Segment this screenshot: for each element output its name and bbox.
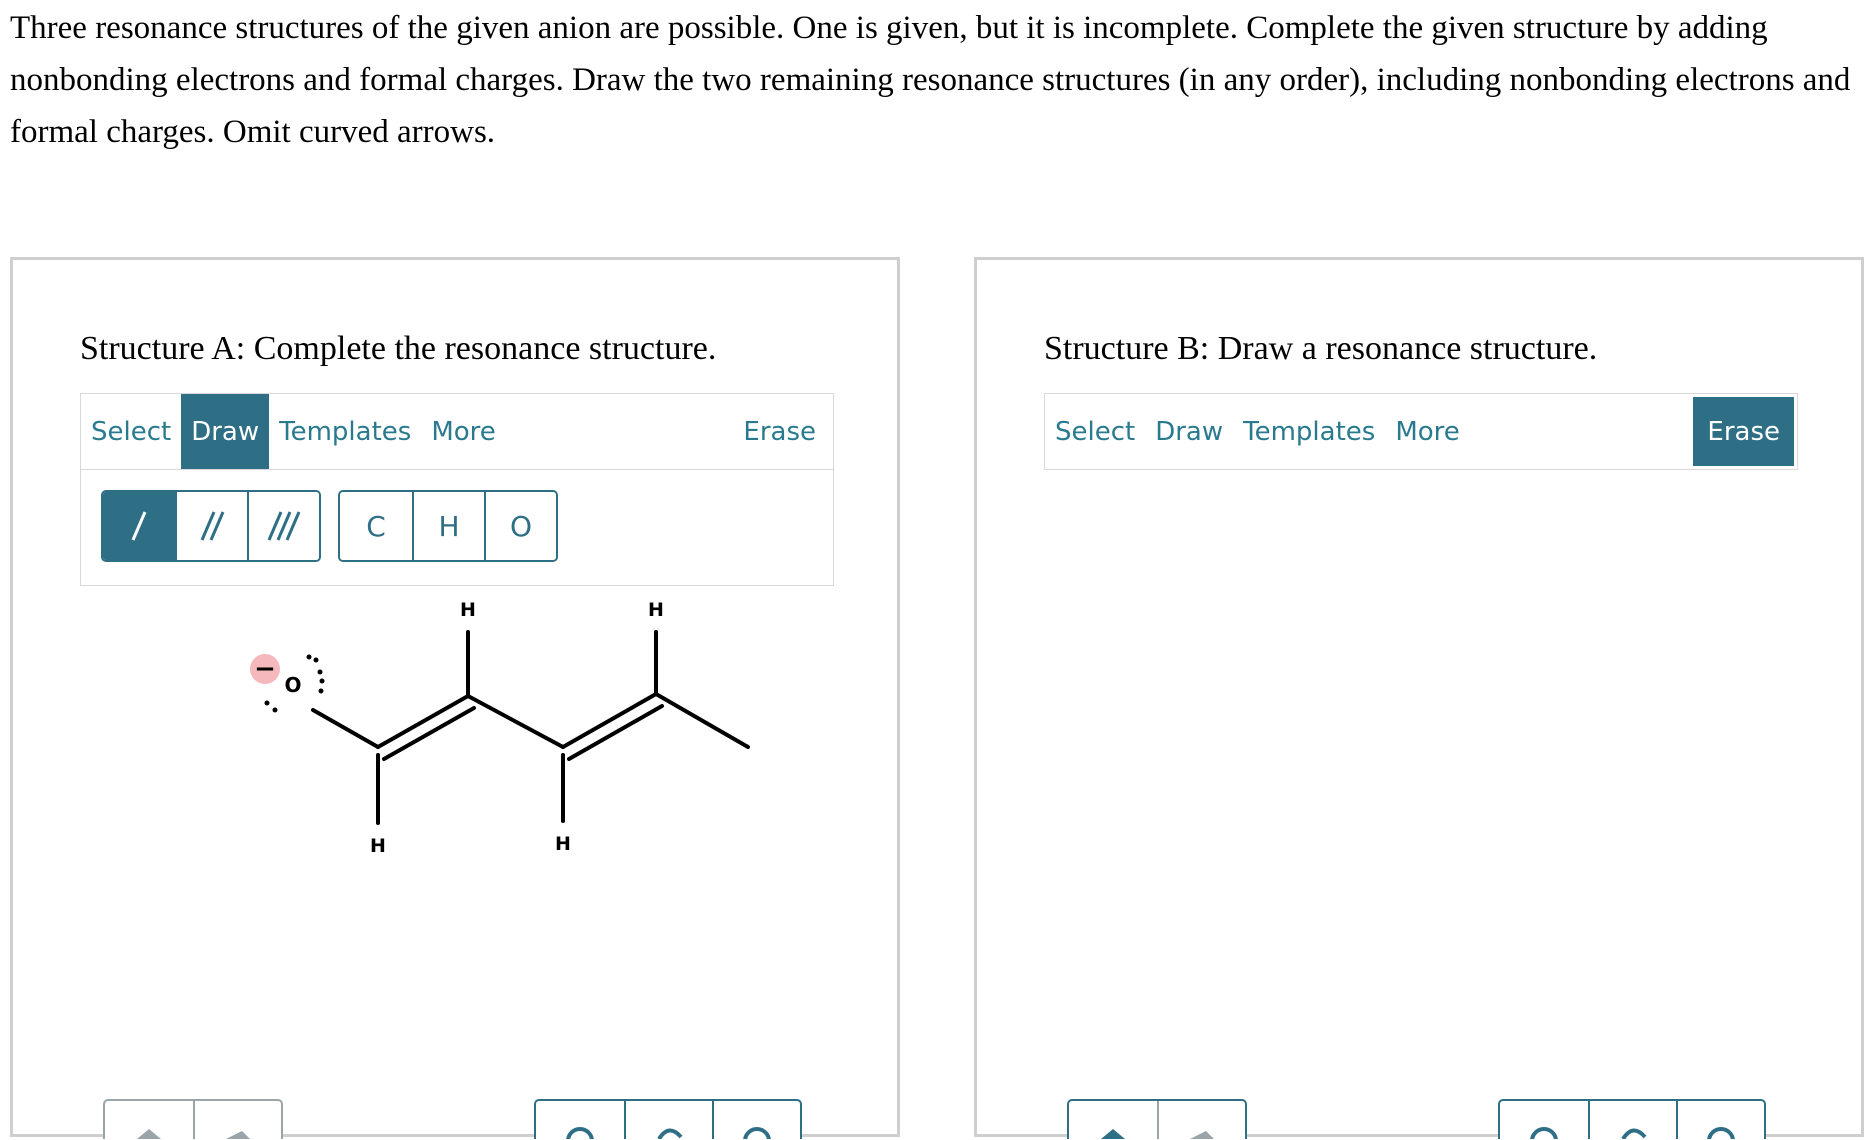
- hydrogen-atom-button[interactable]: H: [412, 492, 484, 560]
- rotate-right-button[interactable]: [1676, 1101, 1764, 1139]
- redo-arrow-icon: [1182, 1121, 1222, 1139]
- structure-b-view-controls: [1498, 1099, 1766, 1139]
- more-tab[interactable]: More: [431, 416, 496, 447]
- rotate-right-button[interactable]: [712, 1101, 800, 1139]
- undo-button[interactable]: [1069, 1101, 1157, 1139]
- redo-button[interactable]: [1157, 1101, 1245, 1139]
- structure-a-canvas[interactable]: [13, 260, 903, 1140]
- oxygen-atom-label[interactable]: O: [284, 673, 302, 697]
- structure-a-title: Structure A: Complete the resonance structure.: [80, 330, 717, 367]
- bond-c1-c2-b[interactable]: [384, 708, 474, 759]
- zoom-button[interactable]: [536, 1101, 624, 1139]
- hydrogen-label[interactable]: H: [648, 599, 664, 621]
- structure-b-toolbar: [1044, 393, 1798, 470]
- formal-charge-sign: −: [254, 654, 276, 684]
- structure-a-view-controls: [534, 1099, 802, 1139]
- oxygen-atom-button[interactable]: O: [484, 492, 556, 560]
- structure-a-history-controls: [103, 1099, 283, 1139]
- bond-c3-c4-b[interactable]: [569, 706, 662, 759]
- structure-a-panel: [10, 257, 900, 1137]
- magnifier-icon: [560, 1119, 600, 1139]
- question-instructions: Three resonance structures of the given anion are possible. One is given, but it is incomplete. Complete the given structure by adding nonbonding electrons and formal charges. Draw the two remaining resonance structures (in any order), including nonbonding electrons and formal charges. Omit curved arrows.: [10, 10, 1851, 150]
- draw-tab[interactable]: Draw: [1155, 416, 1224, 447]
- erase-button[interactable]: Erase: [743, 416, 816, 447]
- more-tab[interactable]: More: [1395, 416, 1460, 447]
- draw-tab[interactable]: Draw: [181, 394, 269, 469]
- bond-c2-c3[interactable]: [468, 696, 563, 747]
- erase-button[interactable]: Erase: [1693, 397, 1794, 466]
- toolbar-spacer: [1470, 394, 1691, 469]
- carbon-atom-button[interactable]: C: [340, 492, 412, 560]
- templates-tab[interactable]: Templates: [1243, 416, 1376, 447]
- redo-button[interactable]: [193, 1101, 281, 1139]
- rotate-right-icon: [737, 1119, 777, 1139]
- select-tab[interactable]: Select: [91, 416, 172, 447]
- structure-b-history-controls: [1067, 1099, 1247, 1139]
- rotate-left-button[interactable]: [1588, 1101, 1676, 1139]
- magnifier-icon: [1524, 1119, 1564, 1139]
- bond-c3-c4-a[interactable]: [563, 694, 656, 747]
- rotate-left-button[interactable]: [624, 1101, 712, 1139]
- undo-button[interactable]: [105, 1101, 193, 1139]
- hydrogen-label[interactable]: H: [460, 599, 476, 621]
- structure-b-canvas[interactable]: [1044, 480, 1798, 1080]
- redo-arrow-icon: [218, 1121, 258, 1139]
- bond-o-c1[interactable]: [313, 710, 378, 747]
- undo-arrow-icon: [129, 1121, 169, 1139]
- rotate-right-icon: [1701, 1119, 1741, 1139]
- zoom-button[interactable]: [1500, 1101, 1588, 1139]
- structure-b-title: Structure B: Draw a resonance structure.: [1044, 330, 1598, 367]
- rotate-left-icon: [649, 1119, 689, 1139]
- hydrogen-label[interactable]: H: [370, 835, 386, 857]
- bond-c4-c5[interactable]: [656, 694, 748, 747]
- hydrogen-label[interactable]: H: [555, 833, 571, 855]
- bond-c1-c2-a[interactable]: [378, 696, 468, 747]
- select-tab[interactable]: Select: [1055, 416, 1136, 447]
- rotate-left-icon: [1613, 1119, 1653, 1139]
- templates-tab[interactable]: Templates: [279, 416, 412, 447]
- structure-b-panel: [974, 257, 1864, 1137]
- undo-arrow-icon: [1093, 1121, 1133, 1139]
